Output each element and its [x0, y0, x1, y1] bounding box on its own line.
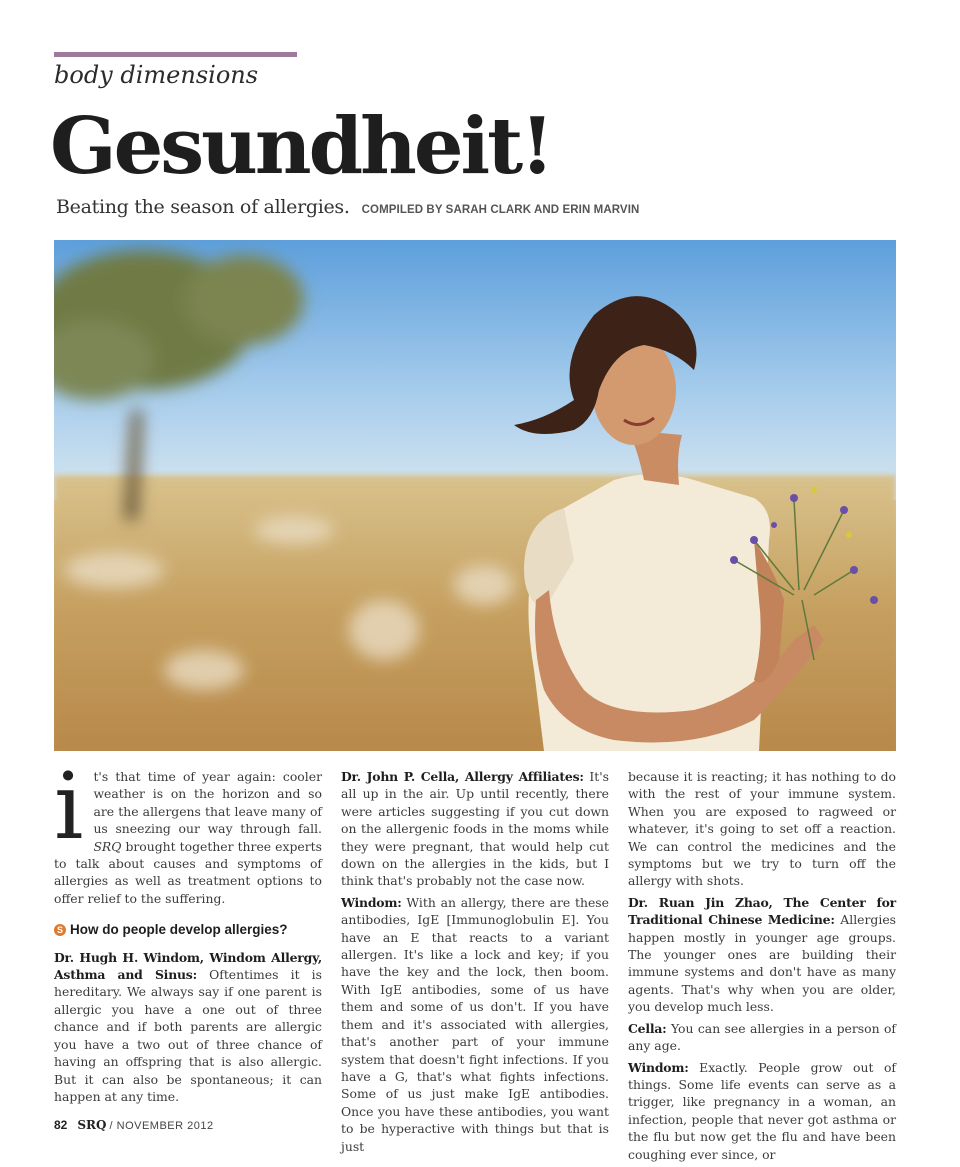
answer-paragraph: Windom: With an allergy, there are these antibodies, IgE [Immunoglobulin E]. You have an E that reacts to a variant allergen. It's like a lock and key; if you have the key and the lock, then boom. With IgE antibodies, some of us have them and some of us don't. If you have them and it's associated with allergies, that's another part of your immune system that doesn't fight infections. If you have a G, that's what fights infections. Some of us just make IgE antibodies. Once you have these antibodies, you want to be hyperactive with things but that is just — [341, 894, 609, 1154]
speaker-name: Dr. Hugh H. Windom, Windom Allergy, Asthma and Sinus: — [54, 949, 322, 983]
byline-credit: COMPILED BY SARAH CLARK AND ERIN MARVIN — [361, 204, 640, 216]
answer-paragraph: Dr. Hugh H. Windom, Windom Allergy, Asthma and Sinus: Oftentimes it is hereditary. We always say if one parent is allergic you have a one out of three chance and if both parents are allergic you have a two out of three chance of having an offspring that is also allergic. But it can also be spontaneous; it can happen at any time. — [54, 949, 322, 1104]
article-column-2 — [341, 768, 609, 1159]
subtitle: Beating the season of allergies. — [56, 196, 350, 218]
article-column-1 — [54, 753, 322, 1109]
answer-paragraph: Dr. Ruan Jin Zhao, The Center for Traditional Chinese Medicine: Allergies happen mostly in younger age groups. The younger ones are building their immune systems and don't have as many agents. That's why when you are older, you develop much less. — [628, 894, 897, 1015]
page-number: 82 — [54, 1118, 68, 1132]
magazine-name: SRQ — [77, 1118, 107, 1132]
issue-date: / NOVEMBER 2012 — [109, 1120, 214, 1132]
answer-paragraph: because it is reacting; it has nothing to do with the rest of your immune system. When you are exposed to ragweed or whatever, it's going to set off a reaction. We can control the medicines and the symptoms but we try to turn off the allergy with shots. — [628, 769, 896, 889]
section-rule — [54, 52, 297, 57]
speaker-name: Windom: — [628, 1059, 689, 1075]
speaker-name: Cella: — [628, 1020, 667, 1036]
intro-paragraph: it's that time of year again: cooler weather is on the horizon and so are the allergens that leave many of us sneezing our way through fall. SRQ brought together three experts to talk about causes and symptoms of allergies as well as treatment options to offer relief to the suffering. — [54, 753, 322, 906]
page-footer — [54, 1118, 214, 1132]
answer-paragraph: Windom: Exactly. People grow out of things. Some life events can serve as a trigger, like pregnancy in a woman, an infection, people that never got asthma or the flu but now get the flu and have been coughing ever since, or — [628, 1059, 896, 1162]
article-column-3 — [628, 768, 896, 1167]
answer-paragraph: Dr. John P. Cella, Allergy Affiliates: It's all up in the air. Up until recently, there were articles suggesting if you cut down on the allergenic foods in the moms while they were pregnant, that would help cut down on the allergies in the kids, but I think that's probably not the case now. — [341, 769, 609, 889]
dropcap: i — [54, 753, 84, 860]
question-text: How do people develop allergies? — [70, 922, 288, 938]
photo-woman-holding-wildflowers-icon — [54, 240, 896, 751]
answer-paragraph: Cella: You can see allergies in a person of any age. — [628, 1020, 896, 1054]
speaker-name: Dr. John P. Cella, Allergy Affiliates: — [341, 769, 584, 784]
section-label: body dimensions — [54, 61, 259, 89]
speaker-name: Windom: — [341, 894, 402, 910]
speaker-name: Dr. Ruan Jin Zhao, The Center for Traditional Chinese Medicine: — [628, 894, 896, 928]
headline: Gesundheit! — [50, 101, 552, 192]
hero-photo — [54, 240, 896, 751]
srq-bullet-icon: S — [54, 924, 66, 936]
dek — [56, 196, 639, 218]
question-heading — [54, 921, 322, 938]
